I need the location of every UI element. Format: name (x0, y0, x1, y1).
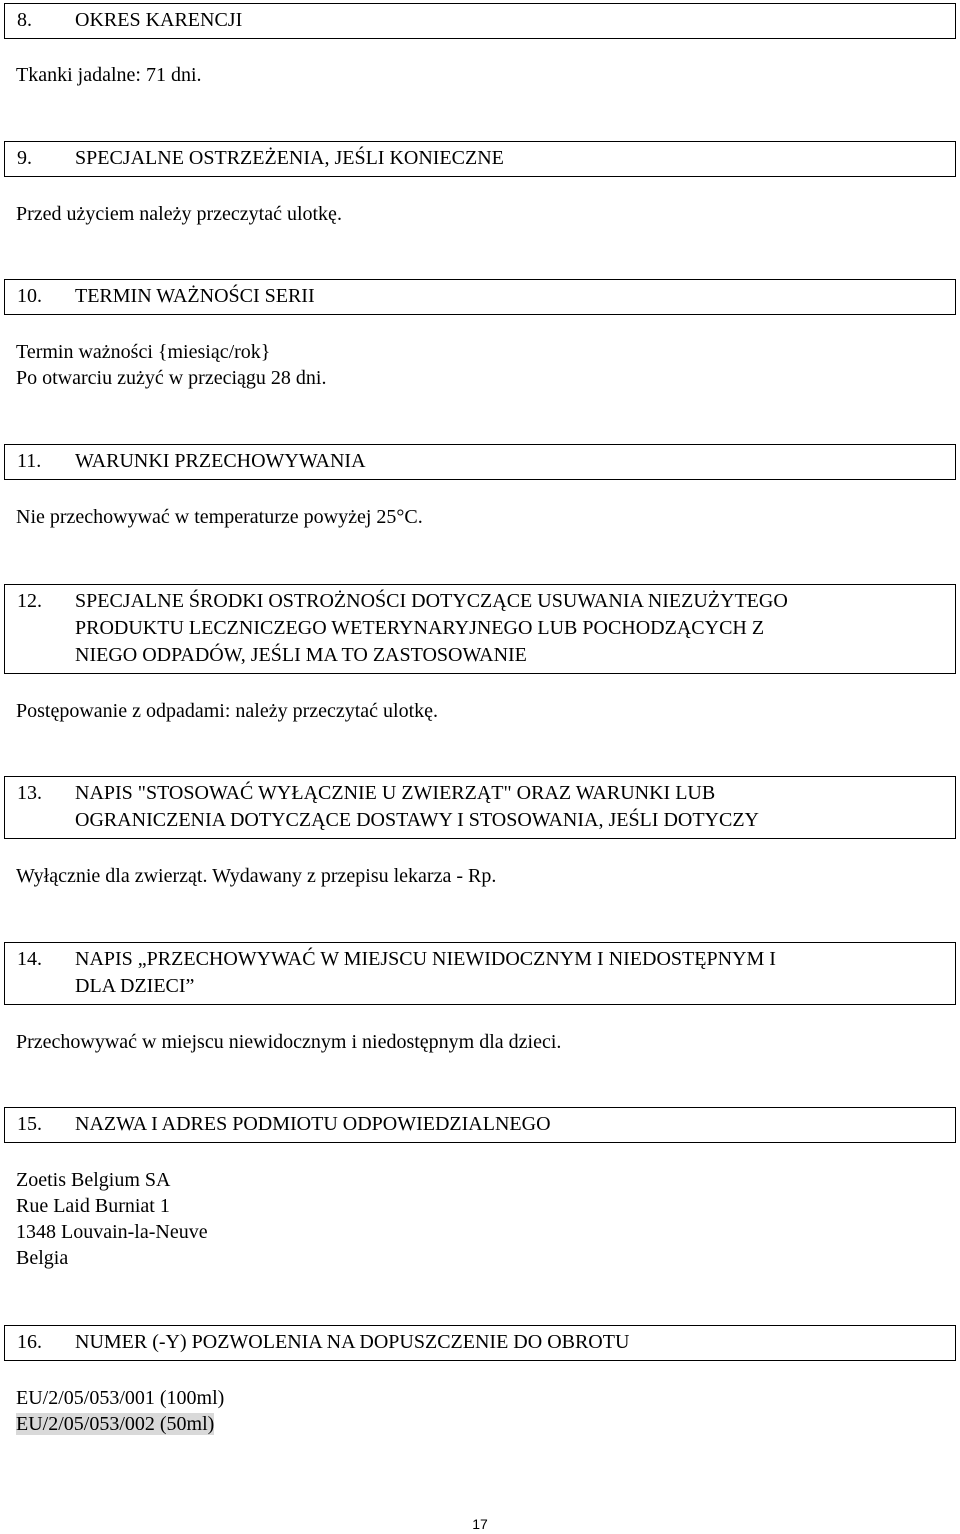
title-line: PRODUKTU LECZNICZEGO WETERYNARYJNEGO LUB POCHODZĄCYCH Z (75, 617, 765, 639)
address-line: Rue Laid Burniat 1 (16, 1195, 170, 1217)
section-11-header (4, 444, 956, 480)
section-13-body (16, 863, 496, 889)
section-9-header (4, 141, 956, 177)
section-title: OKRES KARENCJI (75, 9, 243, 31)
title-line: NAPIS „PRZECHOWYWAĆ W MIEJSCU NIEWIDOCZNYM I NIEDOSTĘPNYM I (75, 948, 776, 970)
body-line: Termin ważności {miesiąc/rok} (16, 341, 271, 363)
authorisation-number: EU/2/05/053/001 (100ml) (16, 1387, 225, 1409)
section-10-header (4, 279, 956, 315)
address-line: 1348 Louvain-la-Neuve (16, 1221, 208, 1243)
authorisation-number-highlighted: EU/2/05/053/002 (50ml) (16, 1413, 215, 1435)
title-line: NIEGO ODPADÓW, JEŚLI MA TO ZASTOSOWANIE (75, 644, 527, 666)
body-line: Postępowanie z odpadami: należy przeczytać ulotkę. (16, 700, 439, 722)
body-line: Nie przechowywać w temperaturze powyżej 25°C. (16, 506, 423, 528)
section-title: SPECJALNE OSTRZEŻENIA, JEŚLI KONIECZNE (75, 147, 504, 169)
title-line: SPECJALNE ŚRODKI OSTROŻNOŚCI DOTYCZĄCE USUWANIA NIEZUŻYTEGO (75, 590, 788, 612)
body-line: Wyłącznie dla zwierząt. Wydawany z przepisu lekarza - Rp. (16, 865, 497, 887)
body-line: Przed użyciem należy przeczytać ulotkę. (16, 203, 342, 225)
section-number: 13. (17, 782, 42, 804)
address-line: Belgia (16, 1247, 69, 1269)
body-line: Przechowywać w miejscu niewidocznym i niedostępnym dla dzieci. (16, 1031, 562, 1053)
section-title: TERMIN WAŻNOŚCI SERII (75, 285, 315, 307)
section-number: 8. (17, 9, 32, 31)
section-12-header (4, 584, 956, 674)
title-line: OGRANICZENIA DOTYCZĄCE DOSTAWY I STOSOWANIA, JEŚLI DOTYCZY (75, 809, 759, 831)
section-title: WARUNKI PRZECHOWYWANIA (75, 450, 366, 472)
section-number: 10. (17, 285, 42, 307)
section-number: 16. (17, 1331, 42, 1353)
section-10-body (16, 339, 326, 391)
section-13-header (4, 776, 956, 839)
section-12-body (16, 698, 438, 724)
section-15-body (16, 1167, 208, 1271)
section-number: 12. (17, 590, 42, 612)
section-number: 9. (17, 147, 32, 169)
section-11-body (16, 504, 423, 530)
section-title: NAZWA I ADRES PODMIOTU ODPOWIEDZIALNEGO (75, 1113, 551, 1135)
section-14-body (16, 1029, 561, 1055)
body-line: Po otwarciu zużyć w przeciągu 28 dni. (16, 367, 327, 389)
section-14-header (4, 942, 956, 1005)
section-title (75, 588, 955, 669)
section-15-header (4, 1107, 956, 1143)
section-number: 11. (17, 450, 42, 472)
section-9-body (16, 201, 342, 227)
address-line: Zoetis Belgium SA (16, 1169, 171, 1191)
section-number: 15. (17, 1113, 42, 1135)
section-title: NUMER (-Y) POZWOLENIA NA DOPUSZCZENIE DO OBROTU (75, 1331, 630, 1353)
page-number: 17 (472, 1516, 488, 1532)
body-line: Tkanki jadalne: 71 dni. (16, 64, 202, 86)
section-title (75, 780, 955, 834)
section-8-body (16, 62, 202, 88)
section-8-header (4, 3, 956, 39)
section-number: 14. (17, 948, 42, 970)
section-title (75, 946, 955, 1000)
title-line: DLA DZIECI” (75, 975, 195, 997)
title-line: NAPIS "STOSOWAĆ WYŁĄCZNIE U ZWIERZĄT" ORAZ WARUNKI LUB (75, 782, 716, 804)
section-16-header (4, 1325, 956, 1361)
section-16-body (16, 1385, 224, 1437)
